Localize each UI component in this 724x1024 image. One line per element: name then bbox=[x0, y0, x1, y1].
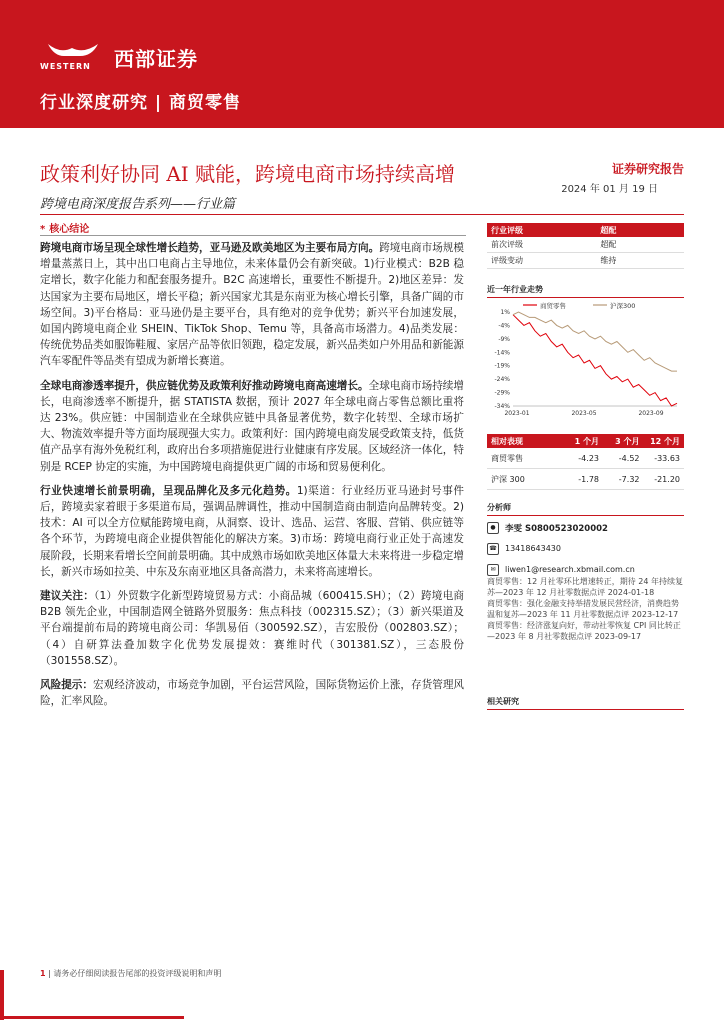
header-subtitle: 行业深度研究 | 商贸零售 bbox=[40, 93, 242, 113]
perf-head-label: 相对表现 bbox=[491, 436, 523, 446]
paragraph-lead: 跨境电商市场呈现全球性增长趋势，亚马逊及欧美地区为主要布局方向。 bbox=[40, 242, 380, 254]
x-tick-label: 2023-05 bbox=[571, 410, 597, 417]
rating-head-label: 行业评级 bbox=[491, 225, 523, 235]
x-tick-label: 2023-09 bbox=[638, 410, 664, 417]
footer-accent-line bbox=[4, 1016, 184, 1019]
rating-head-value: 超配 bbox=[600, 225, 617, 235]
perf-value: -4.23 bbox=[578, 453, 599, 463]
body-text bbox=[40, 240, 464, 717]
report-title: 政策利好协同 AI 赋能，跨境电商市场持续高增 bbox=[40, 162, 456, 186]
trend-section bbox=[487, 284, 684, 422]
analyst-email[interactable]: liwen1@research.xbmail.com.cn bbox=[505, 565, 635, 574]
report-series: 跨境电商深度报告系列——行业篇 bbox=[40, 197, 236, 212]
perf-value: -7.32 bbox=[618, 474, 640, 484]
footer-text: 请务必仔细阅读报告尾部的投资评级说明和声明 bbox=[53, 969, 222, 978]
perf-value: -33.63 bbox=[654, 453, 680, 463]
related-item[interactable]: 商贸零售：强化金融支持举措发展民营经济，消费趋势温和复苏—2023 年 11 月社零数据点评 2023-12-17 bbox=[487, 599, 679, 619]
analyst-section bbox=[487, 502, 684, 577]
person-icon: ● bbox=[487, 522, 499, 534]
phone-icon: ☎ bbox=[487, 543, 499, 555]
related-title-block bbox=[487, 696, 684, 710]
y-tick-label: -29% bbox=[494, 389, 510, 397]
perf-value: -1.78 bbox=[578, 474, 599, 484]
logo-cn: 西部证券 bbox=[114, 46, 198, 71]
perf-row bbox=[487, 448, 684, 469]
paragraph-5 bbox=[40, 677, 464, 709]
paragraph-text: 1)渠道：行业经历亚马逊封号事件后，跨境卖家着眼于多渠道布局，强调品牌调性，推动中国制造商由制造向品牌转变。2)技术：AI 可以全方位赋能跨境电商，从洞察、设计、选品、运营、客服、营销、供应链等各个环节，为跨境电商企业提供智能化的解决方案。3)市场：跨境电商行业正处于高速发展阶段，长期来看增长空间前景明确。其中成熟市场如欧美地区体量大未来将进一步稳定增长，新兴市场如拉美、中东及东南亚地区具备高潜力，未来将高速增长。 bbox=[40, 484, 465, 578]
paragraph-lead: 建议关注： bbox=[40, 590, 95, 603]
y-tick-label: -4% bbox=[498, 322, 510, 330]
perf-row bbox=[487, 469, 684, 490]
analyst-name-row bbox=[487, 520, 684, 535]
paragraph-3 bbox=[40, 483, 464, 580]
legend-label: 沪深300 bbox=[610, 302, 636, 310]
footer-accent-bar bbox=[0, 970, 4, 1020]
paragraph-text: 宏观经济波动，市场竞争加剧，平台运营风险，国际货物运价上涨，存货管理风险，汇率风险。 bbox=[40, 679, 465, 708]
analyst-email-row bbox=[487, 562, 684, 577]
related-item[interactable]: 商贸零售：12 月社零环比增速转正，期待 24 年持续复苏—2023 年 12 月社零数据点评 2024-01-18 bbox=[487, 577, 683, 597]
paragraph-2 bbox=[40, 378, 464, 475]
perf-label: 商贸零售 bbox=[491, 453, 523, 463]
rating-table bbox=[487, 223, 684, 269]
rating-row-label: 评级变动 bbox=[491, 256, 523, 265]
x-tick-label: 2023-01 bbox=[504, 410, 530, 417]
bullet-star-icon: * bbox=[40, 224, 46, 235]
footer-disclaimer: 1 | 请务必仔细阅读报告尾部的投资评级说明和声明 bbox=[40, 969, 222, 978]
perf-value: -4.52 bbox=[618, 453, 640, 463]
rating-row-value: 超配 bbox=[600, 240, 617, 249]
performance-head bbox=[487, 434, 684, 448]
y-tick-label: 1% bbox=[500, 309, 510, 316]
logo-en: WESTERN bbox=[40, 62, 91, 71]
paragraph-lead: 风险提示： bbox=[40, 679, 94, 692]
y-tick-label: -9% bbox=[498, 335, 510, 343]
rating-row bbox=[487, 253, 684, 269]
perf-head-12m: 12 个月 bbox=[650, 436, 680, 446]
paragraph-1 bbox=[40, 240, 464, 370]
report-date: 2024 年 01 月 19 日 bbox=[561, 184, 658, 195]
title-divider bbox=[40, 214, 684, 215]
analyst-title: 分析师 bbox=[487, 502, 684, 516]
rating-row bbox=[487, 237, 684, 253]
related-title: 相关研究 bbox=[487, 696, 684, 710]
y-tick-label: -24% bbox=[494, 376, 510, 384]
analyst-name: 李雯 S0800523020002 bbox=[505, 523, 608, 534]
email-icon: ✉ bbox=[487, 564, 499, 576]
section-heading-text: 核心结论 bbox=[49, 224, 90, 235]
y-tick-label: -34% bbox=[494, 403, 510, 410]
company-logo bbox=[40, 40, 198, 74]
trend-title: 近一年行业走势 bbox=[487, 284, 684, 298]
analyst-phone: 13418643430 bbox=[505, 544, 561, 553]
trend-chart bbox=[487, 298, 684, 420]
perf-value: -21.20 bbox=[654, 474, 680, 484]
related-research bbox=[487, 576, 684, 642]
y-tick-label: -14% bbox=[494, 349, 510, 357]
header-banner bbox=[0, 0, 724, 128]
rating-head bbox=[487, 223, 684, 237]
paragraph-lead: 全球电商渗透率提升，供应链优势及政策利好推动跨境电商高速增长。 bbox=[40, 379, 369, 392]
paragraph-text: 全球电商市场持续增长，电商渗透率不断提升，据 STATISTA 数据，预计 2027 年全球电商占零售总额比重将达 23%。供应链：中国制造业在全球供应链中具备显著优势，数字化转型、全球市场扩大、物流效率提升等方面均展现强大实力。政策利好：国内跨境电商发展受政策支持，低货值产品享有海外免税红利，政府出台多项措施促进行业健康有序发展。区域经济一体化，特别是 RCEP 协定的实施，为中国跨境电商提供更广阔的市场和贸易便利化。 bbox=[40, 379, 465, 473]
section-heading bbox=[40, 220, 89, 235]
paragraph-text: （1）外贸数字化新型跨境贸易方式：小商品城（600415.SH）；（2）跨境电商 B2B 领先企业，中国制造网全链路外贸服务：焦点科技（002315.SZ）；（3）新兴渠道及平台端提前布局的跨境电商公司：华凯易佰（300592.SZ），吉宏股份（002803.SZ）；（4）自研算法叠加数字化优势发展提效：赛维时代（301381.SZ），三态股份（301558.SZ）。 bbox=[40, 590, 465, 667]
series-line bbox=[513, 312, 677, 371]
perf-head-3m: 3 个月 bbox=[615, 436, 640, 446]
rating-row-label: 前次评级 bbox=[491, 240, 523, 249]
legend-label: 商贸零售 bbox=[540, 302, 566, 310]
y-tick-label: -19% bbox=[494, 362, 510, 370]
perf-head-1m: 1 个月 bbox=[574, 436, 599, 446]
paragraph-4 bbox=[40, 588, 464, 669]
report-type: 证券研究报告 bbox=[611, 162, 684, 176]
section-divider bbox=[40, 235, 466, 236]
analyst-phone-row bbox=[487, 541, 684, 556]
perf-label: 沪深 300 bbox=[491, 474, 525, 484]
page-number: 1 bbox=[40, 969, 46, 978]
related-item[interactable]: 商贸零售：经济涨复向好，带动社零恢复 CPI 同比转正—2023 年 8 月社零数据点评 2023-09-17 bbox=[487, 621, 681, 641]
paragraph-lead: 行业快速增长前景明确，呈现品牌化及多元化趋势。 bbox=[40, 484, 297, 497]
rating-row-value: 维持 bbox=[600, 256, 617, 265]
performance-table bbox=[487, 434, 684, 490]
paragraph-text: 跨境电商市场规模增量蒸蒸日上，其中出口电商占主导地位，未来体量仍会有新突破。1)行业模式：B2B 稳定增长，数字化能力和配套服务提升。B2C 高速增长，重要性不断提升。2)地区差异：发达国家为主要布局地区，增长平稳；新兴国家尤其是东南亚为核心增长引擎，具备广阔的市场空间。3)平台格局：亚马逊仍是主要平台，具有绝对的竞争优势；新兴平台加速发展，如国内跨境电商企业 SHEIN、TikTok Shop、Temu 等，具备高市场潜力。4)品类发展：传统优势品类如服饰鞋履、家居产品等依旧领跑，稳定发展，新兴品类如户外用品和新能源汽车零配件等品类有望成为新增长赛道。 bbox=[40, 242, 464, 368]
